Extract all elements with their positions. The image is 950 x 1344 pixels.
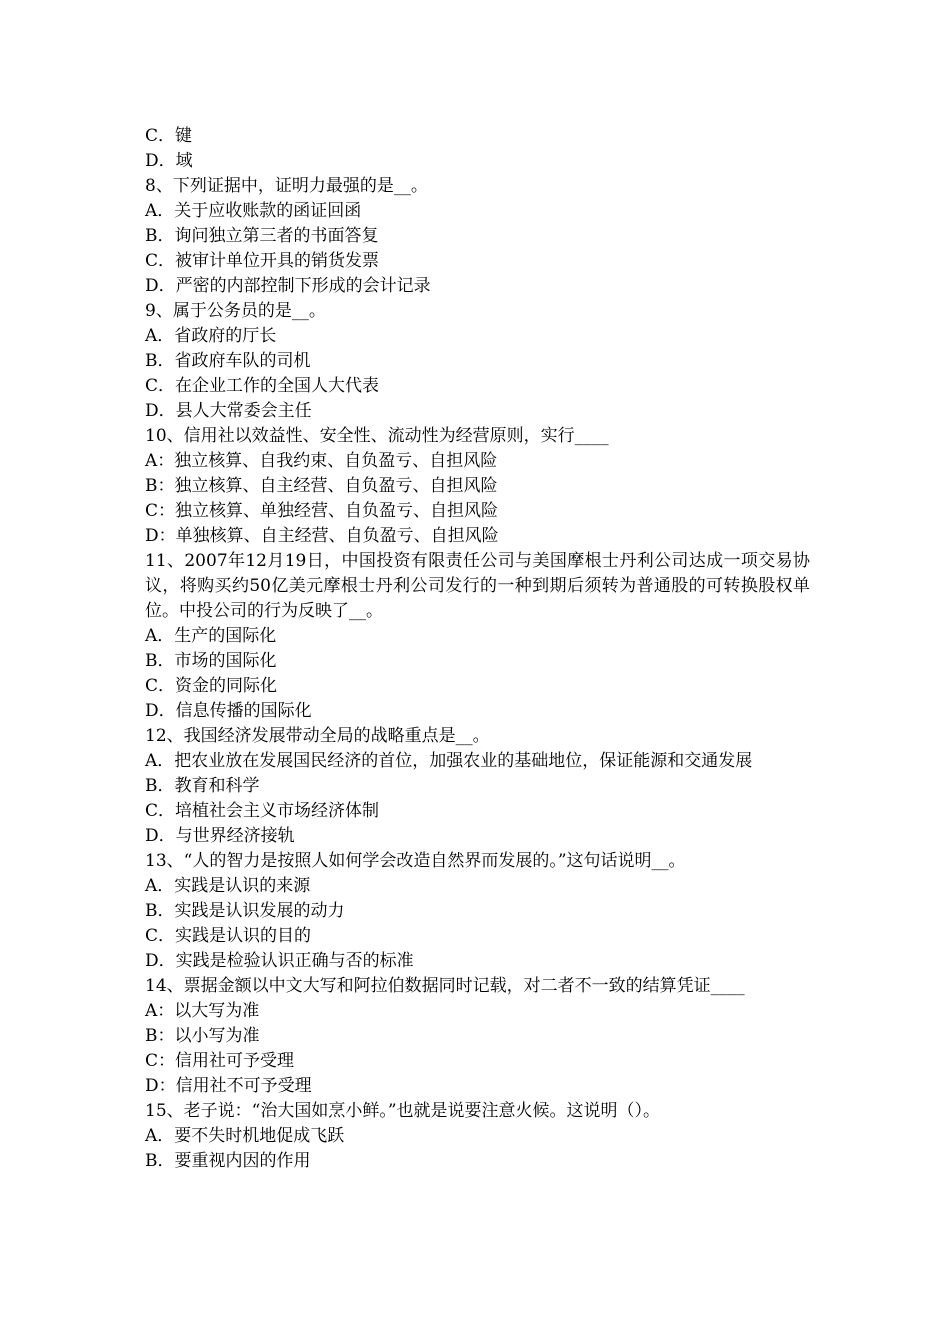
question-11: 11、2007年12月19日，中国投资有限责任公司与美国摩根士丹利公司达成一项交易协议，将购买约50亿美元摩根士丹利公司发行的一种到期后须转为普通股的可转换股权单位。中投公司的行为反映了__。 — [145, 551, 810, 621]
option-c-q7: C．键 — [145, 126, 193, 146]
question-13: 13、“人的智力是按照人如何学会改造自然界而发展的。”这句话说明__。 — [145, 851, 686, 871]
option-c-q9: C．在企业工作的全国人大代表 — [145, 376, 380, 396]
option-b-q11: B．市场的国际化 — [145, 651, 277, 671]
question-12: 12、我国经济发展带动全局的战略重点是__。 — [145, 726, 490, 746]
document-page — [145, 124, 810, 1174]
option-d-q14: D：信用社不可予受理 — [145, 1076, 312, 1096]
option-a-q15: A．要不失时机地促成飞跃 — [145, 1126, 345, 1146]
option-b-q9: B．省政府车队的司机 — [145, 351, 311, 371]
option-d-q12: D．与世界经济接轨 — [145, 826, 295, 846]
option-d-q11: D．信息传播的国际化 — [145, 701, 312, 721]
option-b-q15: B．要重视内因的作用 — [145, 1151, 311, 1171]
option-b-q8: B．询问独立第三者的书面答复 — [145, 226, 379, 246]
option-a-q9: A．省政府的厅长 — [145, 326, 277, 346]
question-8: 8、下列证据中，证明力最强的是__。 — [145, 176, 428, 196]
question-14: 14、票据金额以中文大写和阿拉伯数据同时记载，对二者不一致的结算凭证____ — [145, 976, 745, 996]
option-d-q8: D．严密的内部控制下形成的会计记录 — [145, 276, 431, 296]
option-a-q8: A．关于应收账款的函证回函 — [145, 201, 362, 221]
option-b-q13: B．实践是认识发展的动力 — [145, 901, 345, 921]
option-d-q7: D．域 — [145, 151, 193, 171]
question-9: 9、属于公务员的是__。 — [145, 301, 326, 321]
option-b-q10: B：独立核算、自主经营、自负盈亏、自担风险 — [145, 476, 498, 496]
option-a-q12: A．把农业放在发展国民经济的首位，加强农业的基础地位，保证能源和交通发展 — [145, 751, 753, 771]
option-c-q11: C．资金的同际化 — [145, 676, 278, 696]
question-10: 10、信用社以效益性、安全性、流动性为经营原则，实行____ — [145, 426, 609, 446]
option-c-q14: C：信用社可予受理 — [145, 1051, 295, 1071]
option-c-q12: C．培植社会主义市场经济体制 — [145, 801, 380, 821]
option-c-q13: C．实践是认识的目的 — [145, 926, 312, 946]
option-a-q10: A：独立核算、自我约束、自负盈亏、自担风险 — [145, 451, 498, 471]
option-c-q8: C．被审计单位开具的销货发票 — [145, 251, 380, 271]
option-d-q10: D：单独核算、自主经营、自负盈亏、自担风险 — [145, 526, 499, 546]
option-b-q12: B．教育和科学 — [145, 776, 260, 796]
option-a-q13: A．实践是认识的来源 — [145, 876, 311, 896]
option-c-q10: C：独立核算、单独经营、自负盈亏、自担风险 — [145, 501, 499, 521]
option-a-q14: A：以大写为准 — [145, 1001, 260, 1021]
option-d-q13: D．实践是检验认识正确与否的标准 — [145, 951, 414, 971]
option-b-q14: B：以小写为准 — [145, 1026, 260, 1046]
question-15: 15、老子说：“治大国如烹小鲜。”也就是说要注意火候。这说明（）。 — [145, 1101, 661, 1121]
option-a-q11: A．生产的国际化 — [145, 626, 277, 646]
option-d-q9: D．县人大常委会主任 — [145, 401, 312, 421]
